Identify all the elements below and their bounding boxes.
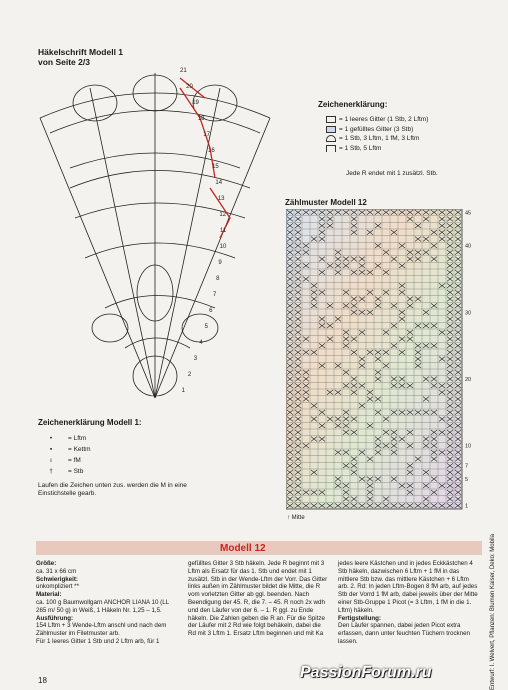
text-material: ca. 100 g Baumwollgarn ANCHOR LIANA 10 (LL 265 m/ 50 g) in Weiß, 1 Häkeln Nr. 1,25 – 1,5.	[36, 598, 169, 614]
crochet-diagram	[30, 58, 280, 408]
row-label: 1	[465, 503, 469, 510]
single-crochet-icon: ι	[50, 457, 52, 464]
chain-icon: •	[49, 435, 53, 442]
legend-m1-item: ι = fM	[44, 455, 91, 466]
row-label: 10	[465, 443, 472, 450]
diagram-arc	[85, 243, 235, 258]
heading-ausfuehrung: Ausführung:	[36, 614, 74, 622]
diagram-row-number: 3	[193, 356, 198, 362]
text-schwierigkeit: unkompliziert **	[36, 583, 79, 591]
heading-schwierigkeit: Schwierigkeit:	[36, 575, 78, 583]
diagram-row-number: 5	[204, 324, 208, 330]
legend-title: Zeichenerklärung:	[318, 100, 388, 109]
diagram-arc	[105, 296, 215, 309]
filet-chart	[286, 209, 476, 514]
diagram-row-number: 20	[186, 84, 193, 90]
diagram-row-number: 6	[209, 308, 213, 314]
empty-square-icon	[326, 116, 336, 123]
legend-item: = 1 gefülltes Gitter (3 Stb)	[326, 125, 428, 135]
diagram-loop	[73, 85, 117, 121]
diagram-loop	[182, 314, 218, 342]
row-label: 45	[465, 210, 472, 217]
legend-m1-item: ▪ = Kettm	[44, 444, 91, 455]
section-title: Modell 12	[220, 543, 266, 554]
diagram-row-number: 19	[192, 100, 199, 106]
diagram-row-number: 12	[219, 212, 227, 218]
arch-icon	[326, 135, 336, 142]
diagram-row-number: 16	[207, 148, 215, 154]
row-label: 7	[465, 463, 469, 470]
diagram-row-number: 14	[215, 180, 223, 186]
diagram-row-number: 17	[203, 132, 210, 138]
text-column-2	[188, 560, 328, 638]
page-title: Häkelschrift Modell 1	[38, 47, 124, 57]
diagram-ray	[90, 88, 155, 398]
page-number: 18	[38, 676, 47, 685]
legend-list	[326, 115, 428, 153]
legend-item: = 1 leeres Gitter (1 Stb, 2 Lftm)	[326, 115, 428, 125]
slip-stitch-icon: ▪	[49, 446, 53, 453]
legend-m1-note: Laufen die Zeichen unten zus. werden die M in eine Einstichstelle gearb.	[38, 482, 187, 497]
legend-item: = 1 Stb, 3 Lftm, 1 fM, 3 Lftm	[326, 134, 428, 144]
text-body: gefülltes Gitter 3 Stb häkeln. Jede R beginnt mit 3 Lftm als Ersatz für das 1. Stb und endet mit 1 zusätzl. Stb in der Wende-Lftm der Vorr. Das Gitter links außen im Zählmuster bildet die Mitte, die R vom vorletzten Gitter ab ggl. beenden. Nach Beendigung der 45. R, die 7. – 45. R noch 2x wdh und den Läufer von der 6. – 1. R ggl. zu Ende häkeln. Die Zahlen geben die R an. Für die Spitze der Läufer mit 2 Rd wie folgt behäkeln, dabei die Rd mit 3 Lftm 1. Ersatz Lftm beginnen und mit Ka	[188, 560, 328, 638]
diagram-row-number: 9	[218, 260, 222, 266]
diagram-row-number: 2	[187, 372, 192, 378]
text-fertigstellung: Den Läufer spannen, dabei jeden Picot extra erfassen, dann unter feuchten Tüchern trocknen lassen.	[338, 622, 470, 645]
legend-m1-item: † = Stb	[44, 466, 91, 477]
diagram-row-number: 15	[212, 164, 219, 170]
diagram-row-number: 7	[213, 292, 217, 298]
text-column-1	[36, 560, 176, 646]
bar-icon	[326, 145, 336, 152]
diagram-row-number: 10	[219, 244, 227, 250]
legend-item: = 1 Stb, 5 Lftm	[326, 144, 428, 154]
mitte-label: ↑ Mitte	[287, 515, 305, 521]
filled-square-icon	[326, 126, 336, 133]
diagram-row-number: 1	[181, 388, 186, 394]
double-crochet-icon: †	[49, 468, 53, 475]
text-groesse: ca. 31 x 66 cm	[36, 567, 77, 575]
diagram-row-number: 21	[180, 68, 187, 74]
diagram-row-number: 4	[199, 340, 203, 346]
side-credit: Entwurf: I. Welvert, Pflanzen: Blumen Kaiser, Deko: Mobila	[490, 534, 496, 690]
page-subtitle: von Seite 2/3	[38, 57, 90, 67]
legend-m1-title: Zeichenerklärung Modell 1:	[38, 418, 142, 427]
heading-material: Material:	[36, 591, 62, 599]
row-label: 40	[465, 243, 472, 250]
diagram-row-number: 8	[216, 276, 220, 282]
diagram-arc	[70, 171, 250, 189]
diagram-row-number: 18	[197, 116, 205, 122]
diagram-arc	[125, 338, 190, 348]
heading-groesse: Größe:	[36, 560, 57, 567]
row-label: 30	[465, 310, 472, 317]
legend-m1-list	[44, 433, 91, 477]
diagram-row-number: 13	[217, 196, 225, 202]
row-label: 20	[465, 377, 472, 383]
text-ausfuehrung: 154 Lftm + 3 Wende-Lftm anschl und nach dem Zählmuster im Filetmuster arb.	[36, 622, 167, 638]
heading-fertigstellung: Fertigstellung:	[338, 614, 381, 622]
diagram-loop	[92, 314, 128, 342]
row-label: 5	[465, 477, 469, 483]
diagram-row-number: 11	[219, 228, 227, 234]
chart-title: Zählmuster Modell 12	[285, 198, 367, 207]
legend-note: Jede R endet mit 1 zusätzl. Stb.	[346, 170, 438, 177]
text-column-3	[338, 560, 478, 646]
text-body: jedes leere Kästchen und in jedes Eckkästchen 4 Stb häkeln, dazwischen 6 Lftm + 1 fM in das mittlere Stb bzw. das mittlere Kästchen + 6 Lftm arb. 2. Rd: In jeden Lftm-Bogen 8 fM arb, auf jedes Stb der Vorrd 1 fM arb, dabei jeweils über der Mitte einer Stb-Gruppe 1 Picot (= 3 Lftm, 1 fM in die 1. Lftm) häkeln.	[338, 560, 478, 614]
watermark: PassionForum.ru	[300, 664, 432, 681]
legend-m1-item: • = Lftm	[44, 433, 91, 444]
text-ausfuehrung-2: Für 1 leeres Gitter 1 Stb und 2 Lftm arb, für 1	[36, 637, 160, 645]
